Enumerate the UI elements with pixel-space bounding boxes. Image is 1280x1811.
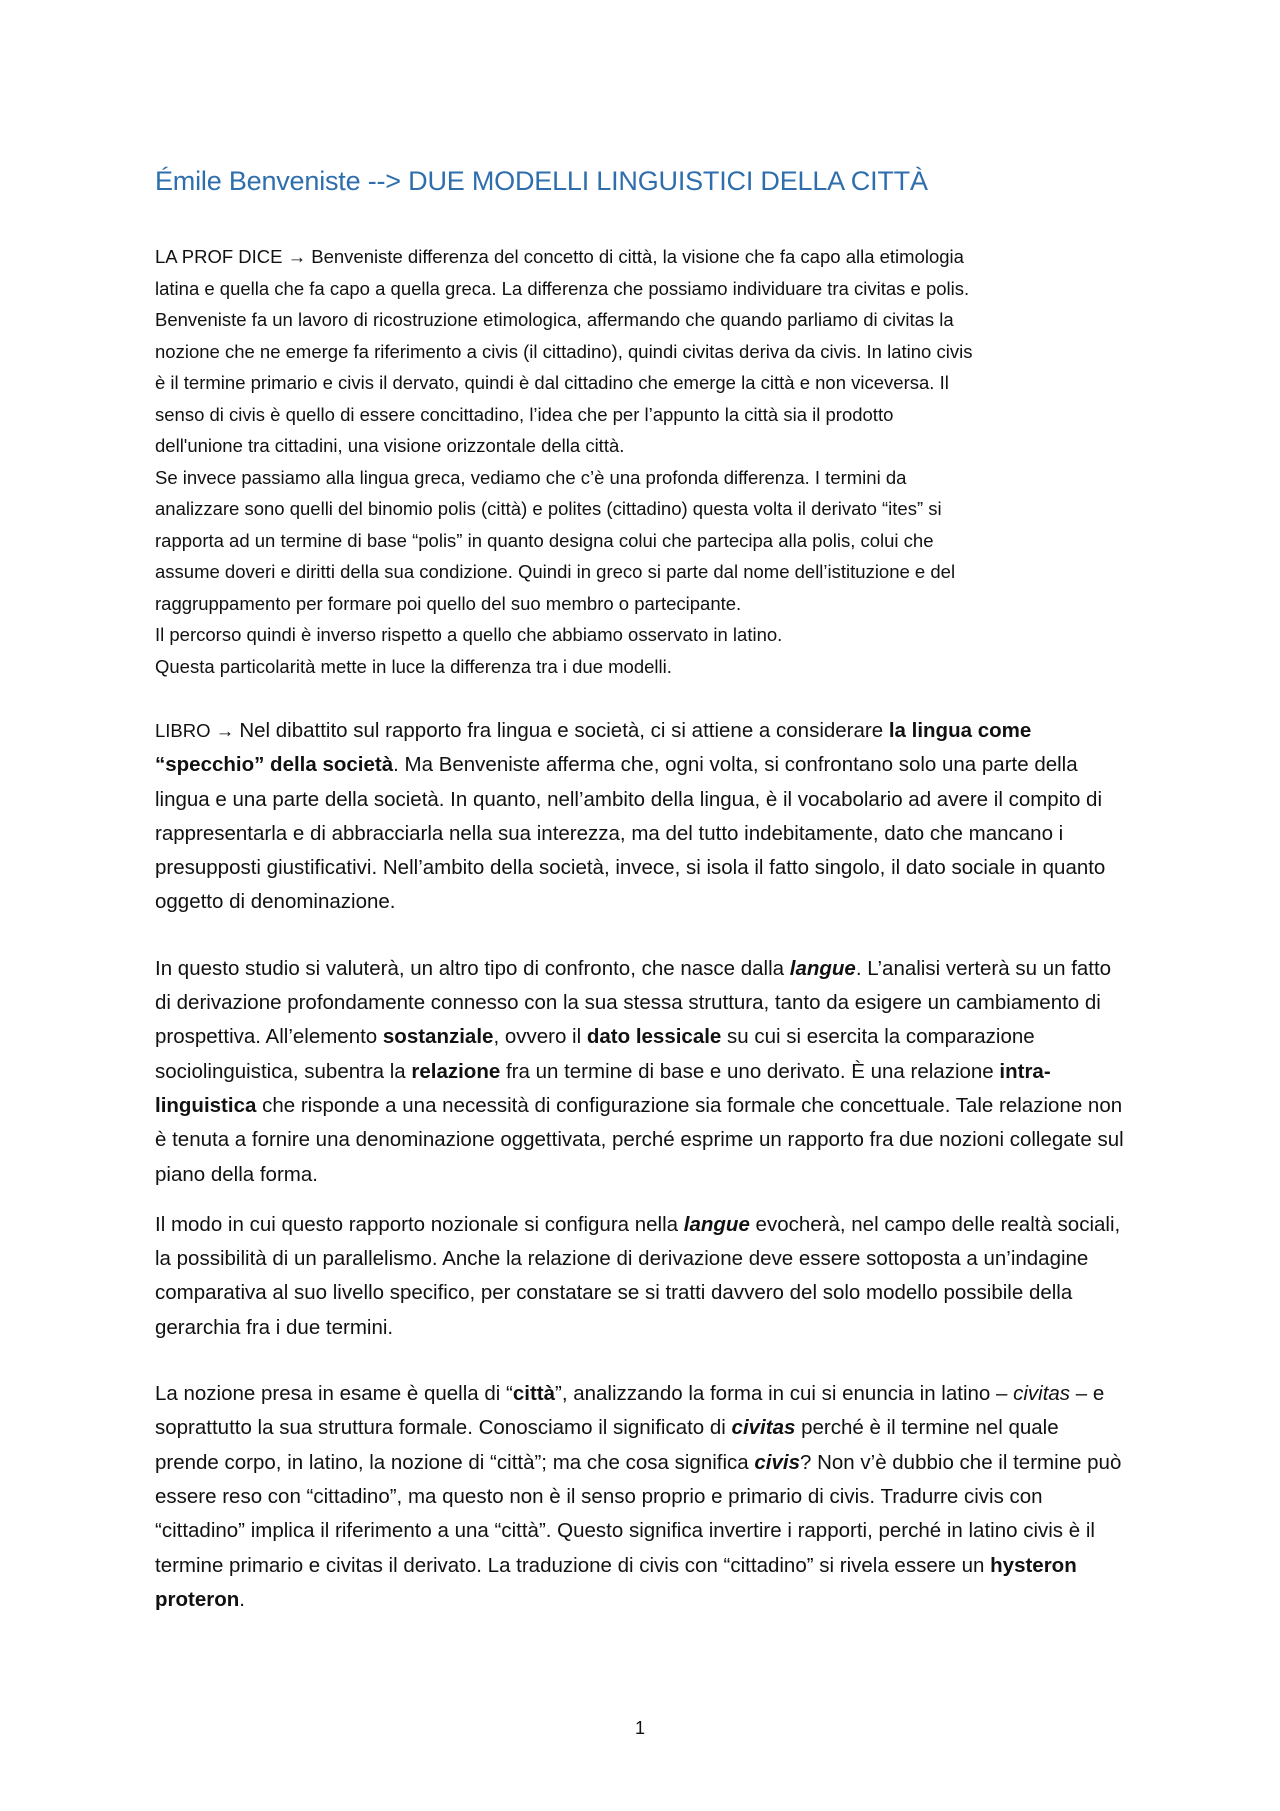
text-run: perché è il termine nel quale prende corpo, in latino, la nozione di “città”; ma che cosa significa: [155, 1416, 1059, 1474]
text-run: – e soprattutto la sua struttura formale. Conosciamo il significato di: [155, 1382, 1105, 1440]
page-number: 1: [634, 1718, 645, 1738]
prof-notes: [155, 241, 1128, 682]
bold-run: sostanziale: [382, 1025, 494, 1049]
prof-line: Se invece passiamo alla lingua greca, vediamo che c’è una profonda differenza. I termini da: [155, 466, 907, 488]
document-title: Émile Benveniste --> DUE MODELLI LINGUISTICI DELLA CITTÀ: [155, 166, 928, 196]
bold-italic-run: langue: [683, 1212, 750, 1236]
text-run: che risponde a una necessità di configurazione sia formale che concettuale. Tale relazione non è tenuta a fornire una denominazione oggettivata, perché esprime un rapporto fra due nozioni collegate sul piano della forma.: [155, 1093, 1124, 1186]
text-run: La nozione presa in esame è quella di “: [155, 1382, 513, 1406]
text-run: evocherà, nel campo delle realtà sociali, la possibilità di un parallelismo. Anche la relazione di derivazione deve essere sottoposta a un’indagine comparativa al suo livello specifico, per constatare se si tratti davvero del solo modello possibile della gerarchia fra i due termini.: [155, 1212, 1121, 1339]
prof-line: senso di civis è quello di essere concittadino, l’idea che per l’appunto la città sia il prodotto: [155, 403, 894, 425]
libro-paragraph-4: [155, 1377, 1128, 1617]
bold-run: intra-linguistica: [155, 1059, 1051, 1117]
text-run: Nel dibattito sul rapporto fra lingua e società, ci si attiene a considerare: [239, 719, 889, 742]
italic-run: civitas: [1013, 1382, 1071, 1406]
prof-line: dell'unione tra cittadini, una visione orizzontale della città.: [155, 435, 625, 456]
prof-line: è il termine primario e civis il dervato, quindi è dal cittadino che emerge la città e non viceversa. Il: [155, 372, 949, 393]
bold-italic-run: langue: [789, 956, 856, 980]
prof-line: LA PROF DICE → Benveniste differenza del concetto di città, la visione che fa capo alla etimologia: [155, 246, 964, 267]
bold-italic-run: civitas: [731, 1416, 796, 1440]
prof-line: raggruppamento per formare poi quello del suo membro o partecipante.: [155, 592, 742, 614]
prof-line: rapporta ad un termine di base “polis” in quanto designa colui che partecipa alla polis, colui che: [155, 529, 934, 551]
bold-run: hysteron proteron: [155, 1553, 1077, 1611]
text-run: ”, analizzando la forma in cui si enuncia in latino –: [555, 1382, 1014, 1406]
text-run: . Ma Benveniste afferma che, ogni volta, si confrontano solo una parte della lingua e una parte della società. In quanto, nell’ambito della lingua, è il vocabolario ad avere il compito di rappresentarla e di abbracciarla nella sua interezza, ma del tutto indebitamente, dato che mancano i presupposti giustificativi. Nell’ambito della società, invece, si isola il fatto singolo, il dato sociale in quanto oggetto di denominazione.: [155, 753, 1106, 914]
libro-paragraph-3: [155, 1208, 1128, 1345]
text-run: su cui si esercita la comparazione sociolinguistica, subentra la: [155, 1025, 1035, 1083]
text-run: fra un termine di base e uno derivato. È una relazione: [500, 1059, 1000, 1083]
prof-line: nozione che ne emerge fa riferimento a civis (il cittadino), quindi civitas deriva da civis. In latino civis: [155, 340, 973, 362]
prof-line: Benveniste fa un lavoro di ricostruzione etimologica, affermando che quando parliamo di civitas la: [155, 309, 954, 330]
bold-run: relazione: [411, 1059, 501, 1083]
libro-paragraph-1: [155, 714, 1128, 920]
text-run: ? Non v’è dubbio che il termine può essere reso con “cittadino”, ma questo non è il senso proprio e primario di civis. Tradurre civis con “cittadino” implica il riferimento a una “città”. Questo significa invertire i rapporti, perché in latino civis è il termine primario e civitas il derivato. La traduzione di civis con “cittadino” si rivela essere un: [155, 1450, 1122, 1577]
text-run: Il modo in cui questo rapporto nozionale si configura nella: [155, 1212, 684, 1236]
prof-line: latina e quella che fa capo a quella greca. La differenza che possiamo individuare tra civitas e polis.: [155, 277, 970, 299]
bold-run: la lingua come “specchio” della società: [155, 719, 1032, 777]
prof-line: Il percorso quindi è inverso rispetto a quello che abbiamo osservato in latino.: [155, 624, 783, 645]
text-run: .: [239, 1587, 245, 1611]
text-run: . L’analisi verterà su un fatto di derivazione profondamente connesso con la sua stessa struttura, tanto da esigere un cambiamento di prospettiva. All’elemento: [155, 956, 1112, 1049]
prof-line: Questa particolarità mette in luce la differenza tra i due modelli.: [155, 655, 672, 677]
prof-line: analizzare sono quelli del binomio polis (città) e polites (cittadino) questa volta il derivato “ites” si: [155, 498, 942, 519]
libro-lead: LIBRO →: [155, 720, 240, 741]
bold-italic-run: civis: [754, 1450, 800, 1474]
bold-run: dato lessicale: [586, 1025, 722, 1049]
text-run: In questo studio si valuterà, un altro tipo di confronto, che nasce dalla: [155, 956, 790, 980]
libro-paragraph-2: [155, 952, 1128, 1192]
prof-line: assume doveri e diritti della sua condizione. Quindi in greco si parte dal nome dell’istituzione e del: [155, 561, 956, 582]
bold-run: città: [512, 1382, 555, 1406]
text-run: , ovvero il: [493, 1025, 587, 1049]
